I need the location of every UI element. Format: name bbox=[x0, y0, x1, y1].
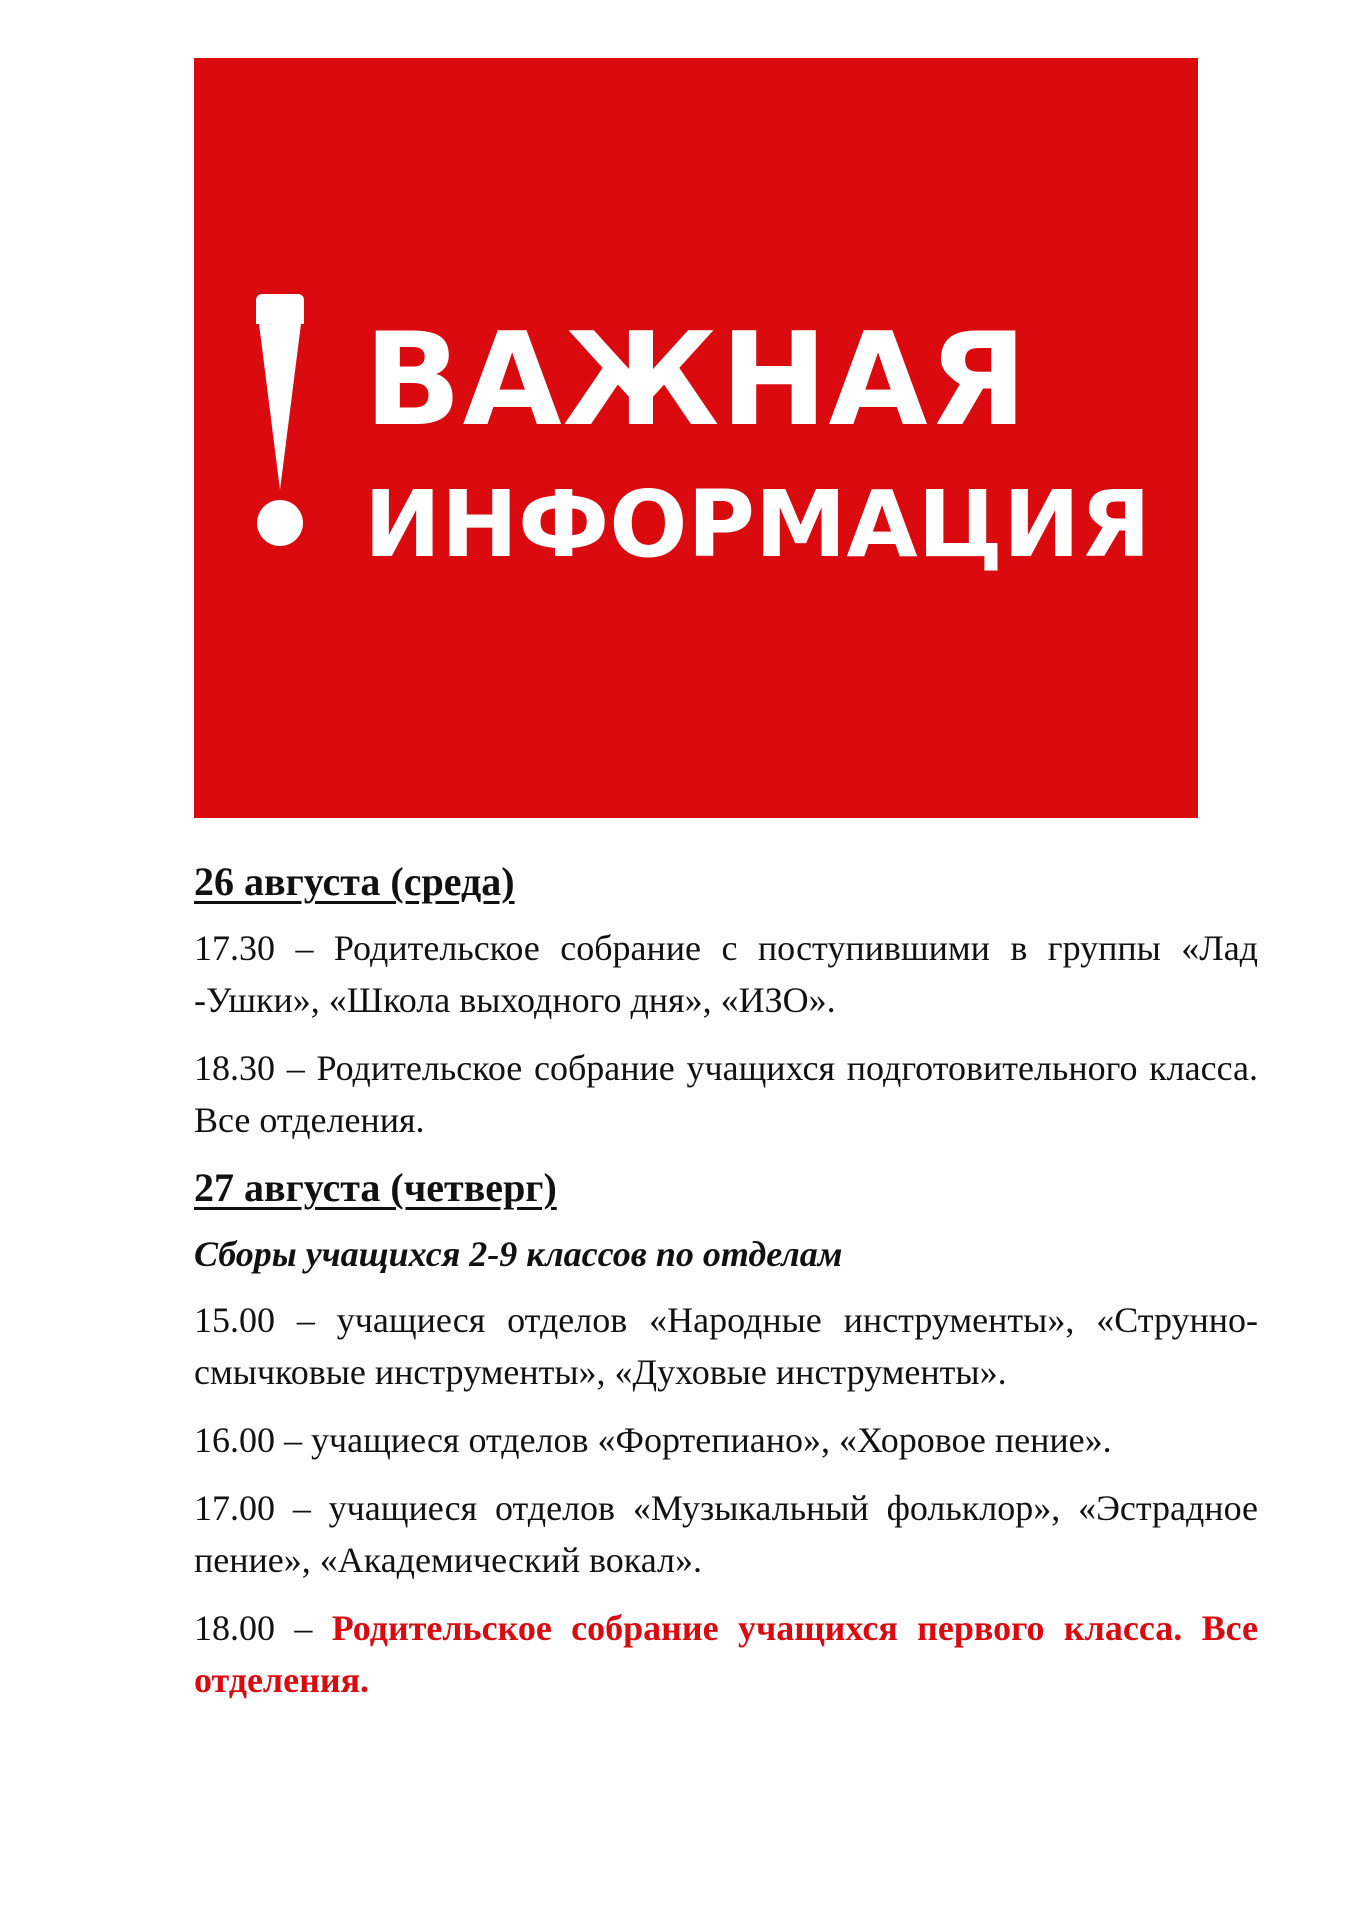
day2-subheading: Сборы учащихся 2-9 классов по отделам bbox=[194, 1234, 843, 1274]
schedule-content bbox=[194, 856, 1258, 1722]
day2-final-highlight: Родительское собрание учащихся первого класса. Все отделения. bbox=[194, 1608, 1258, 1700]
day1-item-2: 18.30 – Родительское собрание учащихся подготовительного класса. Все отделения. bbox=[194, 1048, 1258, 1140]
exclamation-dot bbox=[257, 500, 303, 546]
day2-item-1: 15.00 – учащиеся отделов «Народные инструменты», «Струнно-смычковые инструменты», «Духовые инструменты». bbox=[194, 1300, 1258, 1392]
day2-item-2: 16.00 – учащиеся отделов «Фортепиано», «Хоровое пение». bbox=[194, 1420, 1112, 1460]
day2-final-time: 18.00 – bbox=[194, 1608, 332, 1648]
banner-title-line2: ИНФОРМАЦИЯ bbox=[364, 471, 1151, 578]
important-info-banner bbox=[194, 58, 1198, 818]
exclamation-bar bbox=[256, 300, 304, 490]
day1-heading: 26 августа (среда) bbox=[194, 859, 515, 904]
day2-item-3: 17.00 – учащиеся отделов «Музыкальный фольклор», «Эстрадное пение», «Академический вокал». bbox=[194, 1488, 1258, 1580]
day2-heading: 27 августа (четверг) bbox=[194, 1165, 557, 1210]
day2-final-item bbox=[194, 1602, 1258, 1706]
day1-item-1: 17.30 – Родительское собрание с поступившими в группы «Лад -Ушки», «Школа выходного дня», «ИЗО». bbox=[194, 928, 1258, 1020]
banner-title-line1: ВАЖНАЯ bbox=[364, 306, 1029, 455]
